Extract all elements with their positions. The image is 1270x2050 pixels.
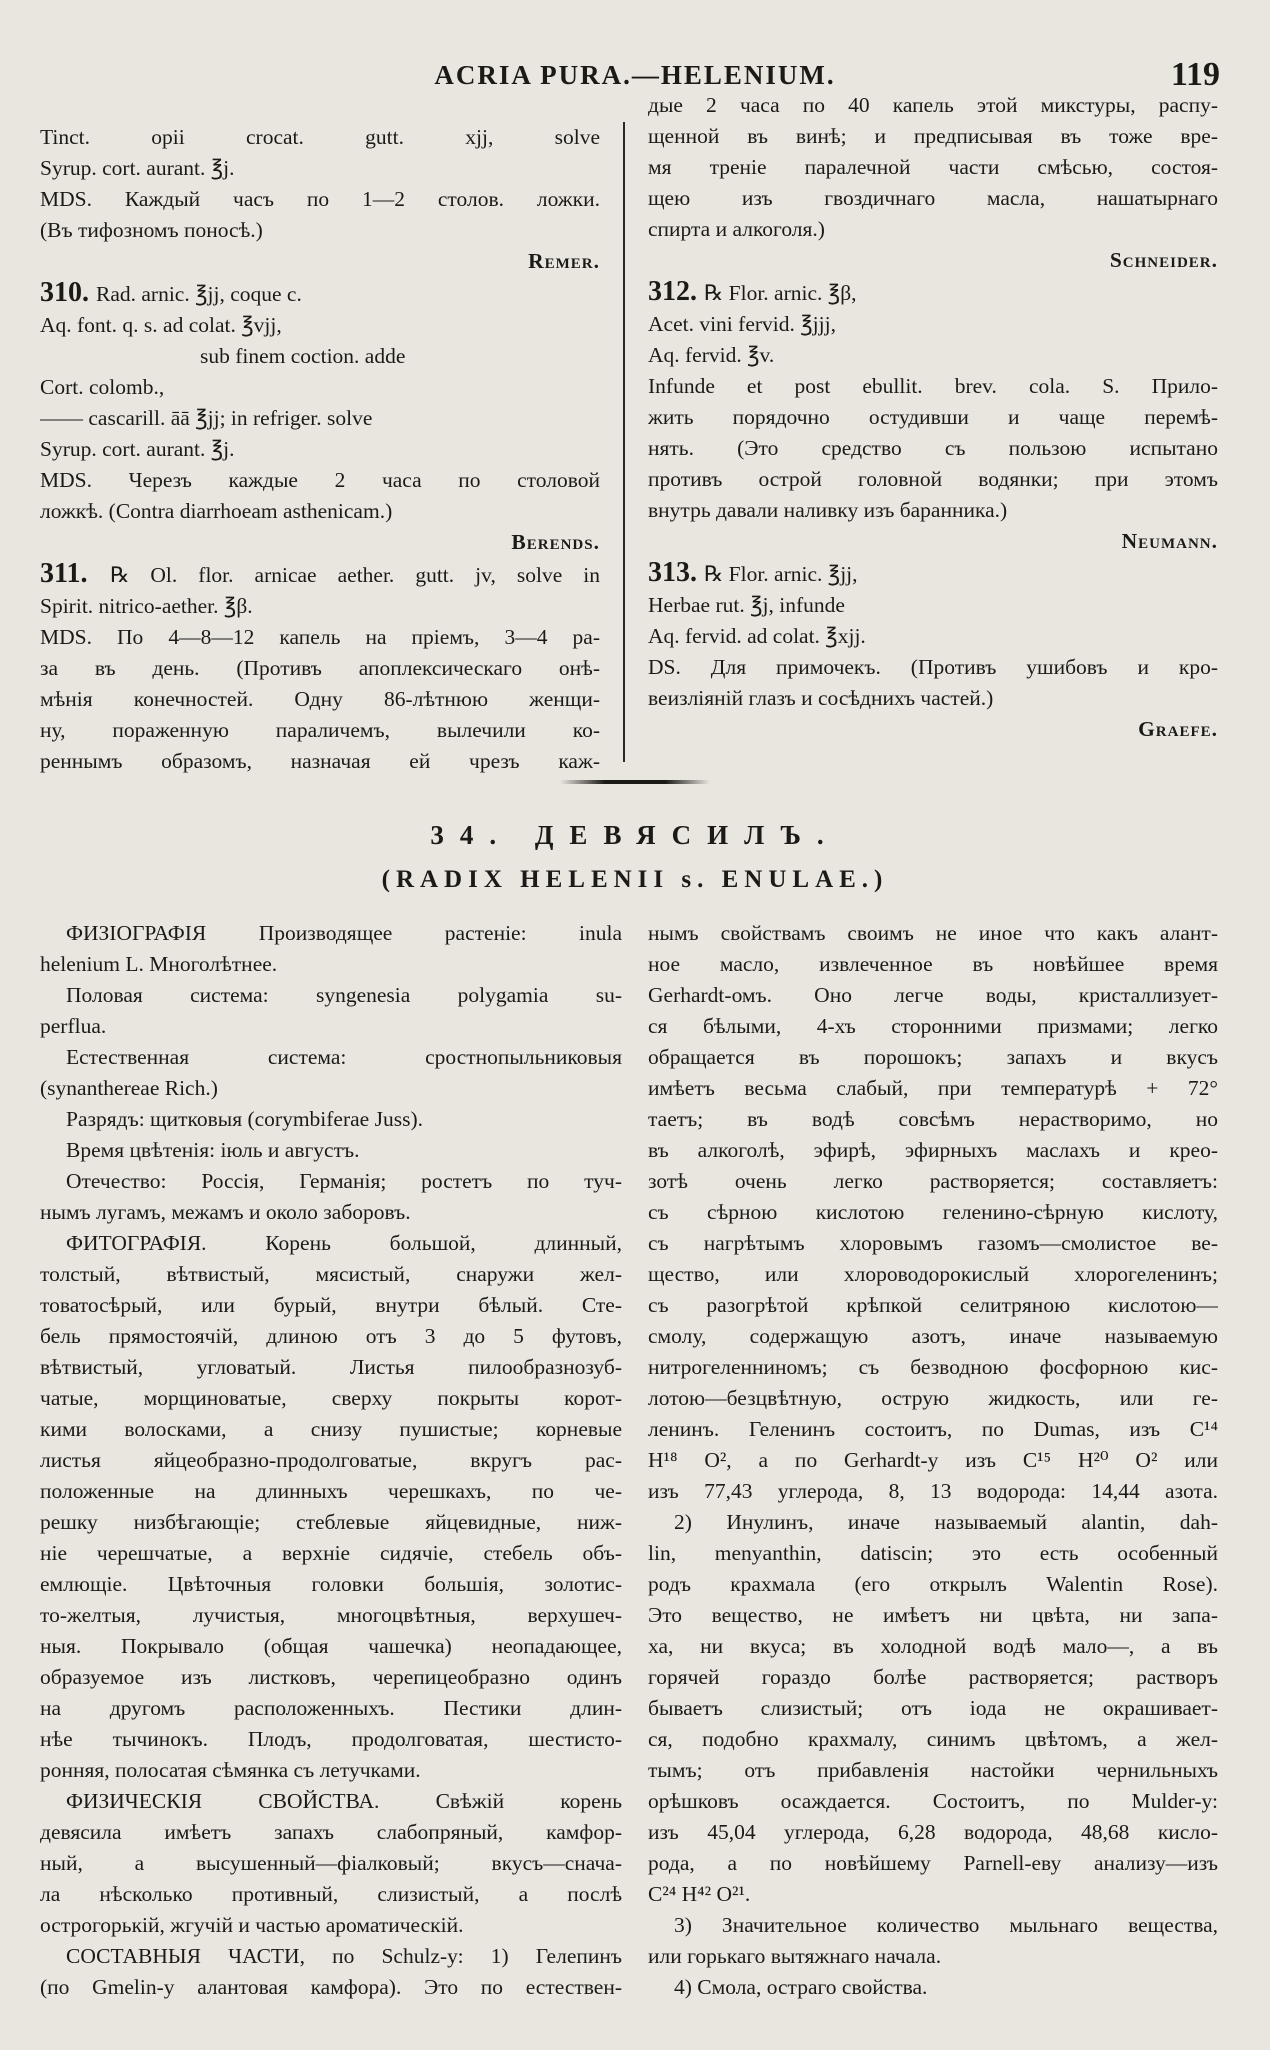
line-text: родъ крахмала (его открылъ Walentin Rose). [648, 1572, 1218, 1596]
recipe-number: 310. [40, 277, 96, 308]
line-text: ха, ни вкуса; въ холодной водѣ мало—, а въ [648, 1634, 1218, 1658]
line-text: ленинъ. Геленинъ состоитъ, по Dumas, изъ C¹⁴ [648, 1417, 1218, 1441]
line-text: то-желтыя, лучистыя, многоцвѣтныя, верхушеч- [40, 1603, 622, 1627]
line-text: MDS. Черезъ каждые 2 часа по столовой [40, 468, 600, 492]
line-text: 4) Смола, остраго свойства. [674, 1975, 928, 1999]
line-text: —— cascarill. āā ℥jj; in refriger. solve [40, 406, 373, 430]
line-text: ФИЗІОГРАФІЯ Производящее растеніе: inula [66, 921, 622, 945]
text-line [648, 309, 1218, 340]
text-line [40, 1507, 622, 1538]
line-text: нымъ лугамъ, межамъ и около заборовъ. [40, 1200, 411, 1224]
text-line [40, 1538, 622, 1569]
column-top-right [648, 90, 1218, 745]
column-bottom-left [40, 918, 622, 2003]
line-text: мѣнія конечностей. Одну 86-лѣтнюю женщи- [40, 687, 600, 711]
line-text: обращается въ порошокъ; запахъ и вкусъ [648, 1045, 1218, 1069]
line-text: дые 2 часа по 40 капель этой микстуры, распу- [648, 93, 1218, 117]
text-line [40, 1197, 622, 1228]
text-line [648, 1941, 1218, 1972]
text-line [648, 1693, 1218, 1724]
text-line [648, 1755, 1218, 1786]
line-text: Tinct. opii crocat. gutt. xjj, solve [40, 125, 600, 149]
text-line [648, 1414, 1218, 1445]
line-text: Aq. fervid. ℥v. [648, 343, 775, 367]
line-text: реннымъ образомъ, назначая ей чрезъ каж- [40, 749, 600, 773]
text-line [648, 1724, 1218, 1755]
text-line [40, 684, 600, 715]
text-line [648, 1073, 1218, 1104]
line-text: на другомъ расположенныхъ. Пестики длин- [40, 1696, 622, 1720]
line-text: sub finem coction. adde [200, 344, 406, 368]
text-line [648, 1011, 1218, 1042]
line-text: бель прямостоячій, длиною отъ 3 до 5 футовъ, [40, 1324, 622, 1348]
author-attribution [648, 714, 1218, 745]
text-line [648, 1445, 1218, 1476]
line-text: толстый, вѣтвистый, мясистый, снаружи жел- [40, 1262, 622, 1286]
line-text: горячей гораздо болѣе растворяется; растворъ [648, 1665, 1218, 1689]
text-line [40, 1569, 622, 1600]
text-line [648, 980, 1218, 1011]
line-text: нымъ свойствамъ своимъ не иное что какъ алант- [648, 921, 1218, 945]
line-text: тымъ; отъ прибавленія настойки чернильныхъ [648, 1758, 1218, 1782]
text-line [648, 949, 1218, 980]
text-line [40, 653, 600, 684]
text-line [40, 1352, 622, 1383]
line-text: Acet. vini fervid. ℥jjj, [648, 312, 836, 336]
text-line [648, 1879, 1218, 1910]
line-text: лотою—безцвѣтную, острую жидкость, или ге- [648, 1386, 1218, 1410]
line-text: ФИЗИЧЕСКІЯ СВОЙСТВА. Свѣжій корень [66, 1789, 622, 1813]
text-line [648, 1259, 1218, 1290]
line-text: ныя. Покрывало (общая чашечка) неопадающее, [40, 1634, 622, 1658]
section-ornament [560, 780, 710, 784]
text-line [40, 1910, 622, 1941]
line-text: нять. (Это средство съ пользою испытано [648, 436, 1218, 460]
line-text: ный, а высушенный—фіалковый; вкусъ—снача- [40, 1851, 622, 1875]
line-text: кими волосками, а снизу пушистые; корневые [40, 1417, 622, 1441]
text-line [40, 918, 622, 949]
text-line [40, 1166, 622, 1197]
line-text: H¹⁸ O², а по Gerhardt-у изъ C¹⁵ H²⁰ O² или [648, 1448, 1218, 1472]
text-line [648, 90, 1218, 121]
line-text: смолу, содержащую азотъ, иначе называемую [648, 1324, 1218, 1348]
line-text: рода, а по новѣйшему Parnell-еву анализу—изъ [648, 1851, 1218, 1875]
line-text: perflua. [40, 1014, 107, 1038]
text-line [40, 310, 600, 341]
text-line [40, 746, 600, 777]
text-line [648, 1228, 1218, 1259]
text-line [40, 558, 600, 591]
text-line [40, 1631, 622, 1662]
author-attribution [648, 526, 1218, 557]
line-text: вѣтвистый, угловатый. Листья пилообразнозуб- [40, 1355, 622, 1379]
text-line [648, 276, 1218, 309]
line-text: орѣшковъ осаждается. Состоитъ, по Mulder-у: [648, 1789, 1218, 1813]
text-line [648, 1321, 1218, 1352]
column-top-left [40, 122, 600, 777]
line-text: Aq. font. q. s. ad colat. ℥vjj, [40, 313, 282, 337]
section-subtitle: (RADIX HELENII s. ENULAE.) [381, 866, 889, 893]
line-text: мя треніе паралечной части смѣсью, состоя- [648, 155, 1218, 179]
text-line [40, 153, 600, 184]
line-text: helenium L. Многолѣтнее. [40, 952, 278, 976]
text-line [40, 184, 600, 215]
text-line [648, 433, 1218, 464]
text-line [648, 214, 1218, 245]
text-line [648, 371, 1218, 402]
line-text: Remer. [528, 249, 600, 273]
text-line [40, 1383, 622, 1414]
text-line [648, 1910, 1218, 1941]
line-text: Естественная система: сростнопыльниковыя [66, 1045, 622, 1069]
line-text: ну, пораженную параличемъ, вылечили ко- [40, 718, 600, 742]
line-text: за въ день. (Противъ апоплексическаго онѣ- [40, 656, 600, 680]
running-title: ACRIA PURA.—HELENIUM. [434, 60, 836, 90]
text-line [648, 1600, 1218, 1631]
text-line [40, 122, 600, 153]
author-attribution [40, 527, 600, 558]
text-line [648, 918, 1218, 949]
text-line [648, 1104, 1218, 1135]
line-text: DS. Для примочекъ. (Противъ ушибовъ и кро- [648, 655, 1218, 679]
line-text: MDS. Каждый часъ по 1—2 столов. ложки. [40, 187, 600, 211]
line-text: 2) Инулинъ, иначе называемый alantin, dah- [674, 1510, 1218, 1534]
text-line [648, 1538, 1218, 1569]
line-text: съ нагрѣтымъ хлоровымъ газомъ—смолистое ве- [648, 1231, 1218, 1255]
line-text: Neumann. [1121, 529, 1218, 553]
text-line [40, 1476, 622, 1507]
line-text: Schneider. [1109, 248, 1218, 272]
line-text: MDS. По 4—8—12 капель на пріемъ, 3—4 ра- [40, 625, 600, 649]
line-text: зотѣ очень легко растворяется; составляетъ: [648, 1169, 1218, 1193]
section-title: 34. ДЕВЯСИЛЪ. [430, 820, 840, 850]
line-text: Половая система: syngenesia polygamia su- [66, 983, 622, 1007]
text-line [40, 465, 600, 496]
text-line [40, 1321, 622, 1352]
line-text: чатые, морщиноватые, сверху покрыты корот- [40, 1386, 622, 1410]
line-text: нитрогеленниномъ; съ безводною фосфорною кис- [648, 1355, 1218, 1379]
text-line [648, 464, 1218, 495]
text-line [648, 1817, 1218, 1848]
line-text: щество, или хлороводорокислый хлорогеленинъ; [648, 1262, 1218, 1286]
line-text: съ разогрѣтой крѣпкой селитряною кислотою— [648, 1293, 1218, 1317]
text-line [648, 121, 1218, 152]
line-text: Aq. fervid. ad colat. ℥xjj. [648, 624, 866, 648]
text-line [40, 341, 600, 372]
text-line [648, 1662, 1218, 1693]
line-text: емлющіе. Цвѣточныя головки большія, золотис- [40, 1572, 622, 1596]
text-line [40, 1693, 622, 1724]
text-line [40, 1135, 622, 1166]
text-line [648, 1786, 1218, 1817]
line-text: съ сѣрною кислотою геленино-сѣрную кислоту, [648, 1200, 1218, 1224]
text-line [40, 1290, 622, 1321]
line-text: ФИТОГРАФІЯ. Корень большой, длинный, [66, 1231, 622, 1255]
text-line [40, 1228, 622, 1259]
line-text: бываетъ слизистый; отъ іода не окрашивает- [648, 1696, 1218, 1720]
line-text: C²⁴ H⁴² O²¹. [648, 1882, 751, 1906]
line-text: Spirit. nitrico-aether. ℥β. [40, 594, 253, 618]
line-text: Graefe. [1138, 717, 1218, 741]
text-line [648, 1383, 1218, 1414]
line-text: изъ 77,43 углерода, 8, 13 водорода: 14,44 азота. [648, 1479, 1218, 1503]
text-line [648, 1166, 1218, 1197]
text-line [40, 434, 600, 465]
line-text: Syrup. cort. aurant. ℥j. [40, 437, 235, 461]
text-line [40, 949, 622, 980]
recipe-number: 312. [648, 276, 704, 307]
line-text: Syrup. cort. aurant. ℥j. [40, 156, 235, 180]
text-line [40, 622, 600, 653]
text-line [40, 215, 600, 246]
text-line [648, 1352, 1218, 1383]
text-line [648, 590, 1218, 621]
line-text: девясила имѣетъ запахъ слабопряный, камфор- [40, 1820, 622, 1844]
line-text: внутрь давали наливку изъ баранника.) [648, 498, 1008, 522]
text-line [40, 591, 600, 622]
text-line [40, 715, 600, 746]
text-line [40, 1941, 622, 1972]
line-text: ℞ Flor. arnic. ℥β, [704, 281, 857, 305]
line-text: ся, подобно крахмалу, синимъ цвѣтомъ, а жел- [648, 1727, 1218, 1751]
line-text: въ алкоголѣ, эфирѣ, эфирныхъ маслахъ и креo- [648, 1138, 1218, 1162]
line-text: ла нѣсколько противный, слизистый, а послѣ [40, 1882, 622, 1906]
line-text: листья яйцеобразно-продолговатые, вкругъ рас- [40, 1448, 622, 1472]
line-text: жить порядочно остудивши и чаще перемѣ- [648, 405, 1218, 429]
line-text: товатосѣрый, или бурый, внутри бѣлый. Сте- [40, 1293, 622, 1317]
column-divider [623, 122, 625, 762]
line-text: ся бѣлыми, 4-хъ сторонними призмами; легко [648, 1014, 1218, 1038]
text-line [648, 1042, 1218, 1073]
recipe-number: 311. [40, 558, 111, 589]
text-line [648, 1972, 1218, 2003]
text-line [648, 683, 1218, 714]
text-line [40, 1724, 622, 1755]
line-text: положенные на длинныхъ черешкахъ, по че- [40, 1479, 622, 1503]
text-line [648, 340, 1218, 371]
text-line [648, 183, 1218, 214]
line-text: противъ острой головной водянки; при этомъ [648, 467, 1218, 491]
text-line [40, 1011, 622, 1042]
text-line [648, 621, 1218, 652]
line-text: Разрядъ: щитковыя (corymbiferae Juss). [66, 1107, 423, 1131]
text-line [648, 1631, 1218, 1662]
text-line [40, 1414, 622, 1445]
text-line [648, 1848, 1218, 1879]
text-line [40, 1042, 622, 1073]
line-text: изъ 45,04 углерода, 6,28 водорода, 48,68 кисло- [648, 1820, 1218, 1844]
text-line [40, 1786, 622, 1817]
text-line [40, 1817, 622, 1848]
line-text: веизліяній глазъ и сосѣднихъ частей.) [648, 686, 994, 710]
line-text: ное масло, извлеченное въ новѣйшее время [648, 952, 1218, 976]
line-text: или горькаго вытяжнаго начала. [648, 1944, 942, 1968]
text-line [648, 1197, 1218, 1228]
text-line [648, 402, 1218, 433]
text-line [40, 1104, 622, 1135]
line-text: (synanthereae Rich.) [40, 1076, 218, 1100]
author-attribution [40, 246, 600, 277]
text-line [40, 1879, 622, 1910]
line-text: имѣетъ весьма слабый, при температурѣ + 72° [648, 1076, 1218, 1100]
line-text: lin, menyanthin, datiscin; это есть особенный [648, 1541, 1218, 1565]
text-line [40, 1073, 622, 1104]
text-line [648, 1569, 1218, 1600]
text-line [40, 372, 600, 403]
line-text: ℞ Flor. arnic. ℥jj, [704, 562, 858, 586]
text-line [648, 652, 1218, 683]
line-text: спирта и алкоголя.) [648, 217, 825, 241]
text-line [40, 277, 600, 310]
recipe-number: 313. [648, 557, 704, 588]
text-line [40, 1445, 622, 1476]
text-line [648, 495, 1218, 526]
line-text: ронняя, полосатая сѣмянка съ летучками. [40, 1758, 421, 1782]
text-line [648, 1135, 1218, 1166]
column-bottom-right [648, 918, 1218, 2003]
line-text: таетъ; въ водѣ совсѣмъ нерастворимо, но [648, 1107, 1218, 1131]
line-text: Infunde et post ebullit. brev. cola. S. Прило- [648, 374, 1218, 398]
line-text: Это вещество, не имѣетъ ни цвѣта, ни запа- [648, 1603, 1218, 1627]
text-line [40, 1972, 622, 2003]
line-text: Время цвѣтенія: іюль и августъ. [66, 1138, 360, 1162]
line-text: Berends. [511, 530, 600, 554]
line-text: щею изъ гвоздичнаго масла, нашатырнаго [648, 186, 1218, 210]
line-text: (по Gmelin-у алантовая камфора). Это по естествен- [40, 1975, 622, 1999]
text-line [648, 1507, 1218, 1538]
line-text: СОСТАВНЫЯ ЧАСТИ, по Schulz-у: 1) Гелепинъ [66, 1944, 622, 1968]
line-text: ніе черешчатые, а верхніе сидячіе, стебель объ- [40, 1541, 622, 1565]
line-text: Rad. arnic. ℥jj, coque c. [96, 282, 302, 306]
line-text: острогорькій, жгучій и частью ароматическій. [40, 1913, 464, 1937]
text-line [40, 980, 622, 1011]
text-line [40, 1662, 622, 1693]
text-line [40, 403, 600, 434]
line-text: ℞ Ol. flor. arnicae aether. gutt. jv, solve in [110, 563, 600, 587]
line-text: Cort. colomb., [40, 375, 165, 399]
text-line [648, 557, 1218, 590]
line-text: 3) Значительное количество мыльнаго вещества, [674, 1913, 1218, 1937]
text-line [40, 1259, 622, 1290]
text-line [648, 1290, 1218, 1321]
line-text: нѣе тычинокъ. Плодъ, продолговатая, шестисто- [40, 1727, 622, 1751]
line-text: щенной въ винѣ; и предписывая въ тоже вре- [648, 124, 1218, 148]
text-line [40, 496, 600, 527]
text-line [648, 1476, 1218, 1507]
text-line [40, 1848, 622, 1879]
line-text: (Въ тифозномъ поносѣ.) [40, 218, 263, 242]
author-attribution [648, 245, 1218, 276]
text-line [40, 1600, 622, 1631]
line-text: образуемое изъ листковъ, черепицеобразно одинъ [40, 1665, 622, 1689]
line-text: Herbae rut. ℥j, infunde [648, 593, 845, 617]
text-line [40, 1755, 622, 1786]
line-text: ложкѣ. (Contra diarrhoeam asthenicam.) [40, 499, 393, 523]
page-number: 119 [1170, 56, 1220, 93]
line-text: Gerhardt-омъ. Оно легче воды, кристаллизует- [648, 983, 1218, 1007]
line-text: решку низбѣгающіе; стеблевые яйцевидные, ниж- [40, 1510, 622, 1534]
line-text: Отечество: Россія, Германія; ростетъ по туч- [66, 1169, 622, 1193]
text-line [648, 152, 1218, 183]
